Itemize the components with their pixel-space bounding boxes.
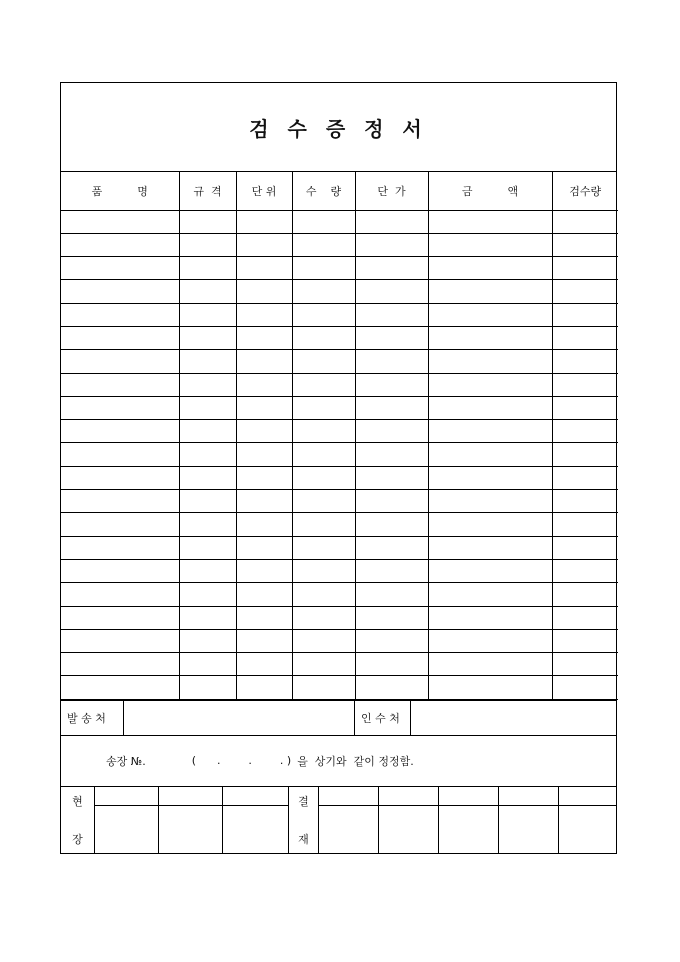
table-cell[interactable] — [61, 490, 179, 513]
table-cell[interactable] — [179, 653, 236, 676]
table-cell[interactable] — [292, 536, 355, 559]
sender-receiver-row — [61, 700, 616, 736]
site-sign-header-cell[interactable] — [95, 787, 159, 805]
table-cell[interactable] — [236, 583, 292, 606]
table-cell[interactable] — [428, 326, 552, 349]
table-cell[interactable] — [552, 443, 618, 466]
approval-header-cell[interactable] — [559, 787, 616, 805]
table-cell[interactable] — [292, 326, 355, 349]
sender-field[interactable] — [124, 701, 355, 735]
table-row — [61, 280, 618, 303]
table-cell[interactable] — [61, 466, 179, 489]
table-cell[interactable] — [236, 653, 292, 676]
table-row — [61, 443, 618, 466]
table-cell[interactable] — [236, 606, 292, 629]
table-cell[interactable] — [61, 420, 179, 443]
table-cell[interactable] — [61, 396, 179, 419]
table-cell[interactable] — [292, 490, 355, 513]
table-cell[interactable] — [552, 490, 618, 513]
table-cell[interactable] — [236, 326, 292, 349]
table-cell[interactable] — [61, 257, 179, 280]
table-cell[interactable] — [236, 210, 292, 233]
table-cell[interactable] — [179, 303, 236, 326]
table-cell[interactable] — [179, 350, 236, 373]
table-row — [61, 536, 618, 559]
table-cell[interactable] — [355, 559, 428, 582]
table-cell[interactable] — [236, 676, 292, 699]
table-cell[interactable] — [292, 676, 355, 699]
table-cell[interactable] — [428, 559, 552, 582]
table-cell[interactable] — [428, 350, 552, 373]
table-cell[interactable] — [61, 583, 179, 606]
table-cell[interactable] — [292, 466, 355, 489]
approval-sign-cell[interactable] — [499, 806, 559, 853]
table-cell[interactable] — [355, 653, 428, 676]
table-row — [61, 210, 618, 233]
table-cell[interactable] — [552, 653, 618, 676]
table-cell[interactable] — [355, 303, 428, 326]
table-cell[interactable] — [236, 629, 292, 652]
table-header-row — [61, 172, 618, 210]
table-cell[interactable] — [552, 373, 618, 396]
table-cell[interactable] — [236, 280, 292, 303]
table-cell[interactable] — [292, 606, 355, 629]
table-cell[interactable] — [61, 536, 179, 559]
table-cell[interactable] — [179, 443, 236, 466]
table-cell[interactable] — [428, 536, 552, 559]
header-spec: 규 격 — [179, 172, 236, 210]
table-cell[interactable] — [428, 606, 552, 629]
table-cell[interactable] — [61, 653, 179, 676]
table-row — [61, 676, 618, 699]
table-cell[interactable] — [552, 606, 618, 629]
table-cell[interactable] — [179, 490, 236, 513]
approval-label-top: 결 — [298, 794, 309, 808]
site-sign-header-cell[interactable] — [223, 787, 288, 805]
table-row — [61, 373, 618, 396]
table-cell[interactable] — [552, 513, 618, 536]
approval-header-cell[interactable] — [319, 787, 379, 805]
table-cell[interactable] — [179, 513, 236, 536]
approval-header-cell[interactable] — [379, 787, 439, 805]
table-cell[interactable] — [179, 629, 236, 652]
receiver-label: 인 수 처 — [355, 701, 411, 735]
table-cell[interactable] — [552, 303, 618, 326]
approval-header-cell[interactable] — [439, 787, 499, 805]
document-title: 검 수 증 정 서 — [249, 116, 428, 141]
table-cell[interactable] — [428, 490, 552, 513]
site-sign-cell[interactable] — [223, 806, 288, 853]
table-cell[interactable] — [355, 233, 428, 256]
table-cell[interactable] — [552, 420, 618, 443]
table-cell[interactable] — [292, 303, 355, 326]
table-cell[interactable] — [552, 233, 618, 256]
table-cell[interactable] — [236, 257, 292, 280]
table-cell[interactable] — [292, 350, 355, 373]
table-cell[interactable] — [179, 257, 236, 280]
table-cell[interactable] — [552, 280, 618, 303]
table-cell[interactable] — [355, 443, 428, 466]
table-cell[interactable] — [355, 326, 428, 349]
table-cell[interactable] — [61, 280, 179, 303]
table-cell[interactable] — [552, 536, 618, 559]
table-cell[interactable] — [292, 629, 355, 652]
table-cell[interactable] — [292, 257, 355, 280]
table-cell[interactable] — [179, 466, 236, 489]
header-inspected-qty: 검수량 — [552, 172, 618, 210]
table-cell[interactable] — [355, 257, 428, 280]
table-cell[interactable] — [61, 443, 179, 466]
table-cell[interactable] — [552, 350, 618, 373]
table-cell[interactable] — [179, 210, 236, 233]
table-row — [61, 233, 618, 256]
table-cell[interactable] — [355, 396, 428, 419]
header-amount: 금 액 — [428, 172, 552, 210]
approval-label — [289, 787, 319, 853]
table-cell[interactable] — [179, 606, 236, 629]
table-cell[interactable] — [61, 233, 179, 256]
site-sign-cell[interactable] — [159, 806, 223, 853]
table-row — [61, 257, 618, 280]
table-cell[interactable] — [61, 373, 179, 396]
table-cell[interactable] — [292, 653, 355, 676]
table-cell[interactable] — [428, 373, 552, 396]
table-cell[interactable] — [236, 536, 292, 559]
table-cell[interactable] — [355, 606, 428, 629]
approval-sign-grid — [319, 787, 616, 853]
table-cell[interactable] — [355, 513, 428, 536]
table-cell[interactable] — [428, 629, 552, 652]
table-row — [61, 513, 618, 536]
table-cell[interactable] — [355, 490, 428, 513]
table-cell[interactable] — [292, 233, 355, 256]
table-row — [61, 559, 618, 582]
approval-sign-cell[interactable] — [559, 806, 616, 853]
table-cell[interactable] — [179, 583, 236, 606]
table-row — [61, 466, 618, 489]
table-cell[interactable] — [236, 303, 292, 326]
approval-sign-cell[interactable] — [439, 806, 499, 853]
table-row — [61, 629, 618, 652]
table-cell[interactable] — [61, 559, 179, 582]
table-cell[interactable] — [292, 210, 355, 233]
table-cell[interactable] — [236, 443, 292, 466]
table-row — [61, 653, 618, 676]
table-cell[interactable] — [355, 210, 428, 233]
table-cell[interactable] — [61, 326, 179, 349]
table-cell[interactable] — [355, 676, 428, 699]
table-cell[interactable] — [179, 536, 236, 559]
table-cell[interactable] — [292, 396, 355, 419]
table-row — [61, 326, 618, 349]
header-item-name: 품 명 — [61, 172, 179, 210]
table-cell[interactable] — [292, 559, 355, 582]
table-cell[interactable] — [61, 210, 179, 233]
table-cell[interactable] — [236, 396, 292, 419]
table-cell[interactable] — [552, 210, 618, 233]
table-cell[interactable] — [552, 583, 618, 606]
table-row — [61, 583, 618, 606]
table-cell[interactable] — [61, 629, 179, 652]
site-label-top: 현 — [72, 794, 83, 808]
table-cell[interactable] — [236, 513, 292, 536]
table-cell[interactable] — [236, 420, 292, 443]
table-cell[interactable] — [428, 257, 552, 280]
table-cell[interactable] — [179, 420, 236, 443]
site-sign-grid — [95, 787, 289, 853]
table-cell[interactable] — [236, 350, 292, 373]
table-cell[interactable] — [428, 653, 552, 676]
inspection-certificate-form — [60, 82, 617, 854]
table-cell[interactable] — [428, 676, 552, 699]
table-cell[interactable] — [355, 280, 428, 303]
table-cell[interactable] — [61, 606, 179, 629]
table-cell[interactable] — [179, 676, 236, 699]
approval-sign-cell[interactable] — [319, 806, 379, 853]
table-cell[interactable] — [428, 513, 552, 536]
table-cell[interactable] — [355, 629, 428, 652]
table-cell[interactable] — [292, 280, 355, 303]
table-cell[interactable] — [552, 559, 618, 582]
table-cell[interactable] — [552, 257, 618, 280]
table-cell[interactable] — [292, 420, 355, 443]
table-cell[interactable] — [552, 396, 618, 419]
table-cell[interactable] — [428, 303, 552, 326]
table-row — [61, 303, 618, 326]
table-row — [61, 396, 618, 419]
table-cell[interactable] — [355, 420, 428, 443]
table-cell[interactable] — [292, 513, 355, 536]
table-cell[interactable] — [61, 513, 179, 536]
table-cell[interactable] — [179, 233, 236, 256]
site-label-bottom: 장 — [72, 832, 83, 846]
table-cell[interactable] — [428, 233, 552, 256]
table-cell[interactable] — [428, 466, 552, 489]
approval-sign-cell[interactable] — [379, 806, 439, 853]
correction-statement: 을 상기와 같이 정정함. — [297, 754, 414, 768]
table-cell[interactable] — [552, 676, 618, 699]
table-cell[interactable] — [428, 443, 552, 466]
table-row — [61, 420, 618, 443]
approval-label-bottom: 재 — [298, 832, 309, 846]
invoice-label: 송장 №. — [106, 754, 146, 768]
table-cell[interactable] — [355, 466, 428, 489]
table-row — [61, 606, 618, 629]
date-blank: ( . . . ) — [191, 754, 292, 768]
table-cell[interactable] — [552, 326, 618, 349]
table-cell[interactable] — [179, 559, 236, 582]
header-unit-price: 단 가 — [355, 172, 428, 210]
table-cell[interactable] — [61, 303, 179, 326]
table-cell[interactable] — [428, 583, 552, 606]
correction-note — [61, 736, 616, 787]
header-unit: 단 위 — [236, 172, 292, 210]
approval-header-cell[interactable] — [499, 787, 559, 805]
table-cell[interactable] — [355, 583, 428, 606]
table-cell[interactable] — [61, 350, 179, 373]
table-cell[interactable] — [428, 210, 552, 233]
sender-label: 발 송 처 — [61, 701, 124, 735]
title-row — [61, 83, 616, 172]
signature-row — [61, 787, 616, 853]
table-cell[interactable] — [552, 629, 618, 652]
table-cell[interactable] — [292, 443, 355, 466]
table-cell[interactable] — [355, 373, 428, 396]
table-cell[interactable] — [428, 396, 552, 419]
table-cell[interactable] — [355, 536, 428, 559]
table-cell[interactable] — [428, 420, 552, 443]
site-sign-header-cell[interactable] — [159, 787, 223, 805]
site-sign-cell[interactable] — [95, 806, 159, 853]
items-table — [61, 172, 618, 700]
table-cell[interactable] — [179, 396, 236, 419]
table-row — [61, 350, 618, 373]
table-cell[interactable] — [236, 373, 292, 396]
table-cell[interactable] — [236, 490, 292, 513]
table-cell[interactable] — [236, 233, 292, 256]
table-cell[interactable] — [179, 280, 236, 303]
table-cell[interactable] — [179, 326, 236, 349]
table-cell[interactable] — [61, 676, 179, 699]
table-cell[interactable] — [552, 466, 618, 489]
table-cell[interactable] — [236, 466, 292, 489]
table-cell[interactable] — [292, 373, 355, 396]
table-cell[interactable] — [428, 280, 552, 303]
receiver-field[interactable] — [411, 701, 616, 735]
table-cell[interactable] — [179, 373, 236, 396]
header-quantity: 수 량 — [292, 172, 355, 210]
site-label — [61, 787, 95, 853]
table-cell[interactable] — [292, 583, 355, 606]
table-cell[interactable] — [236, 559, 292, 582]
table-row — [61, 490, 618, 513]
table-cell[interactable] — [355, 350, 428, 373]
